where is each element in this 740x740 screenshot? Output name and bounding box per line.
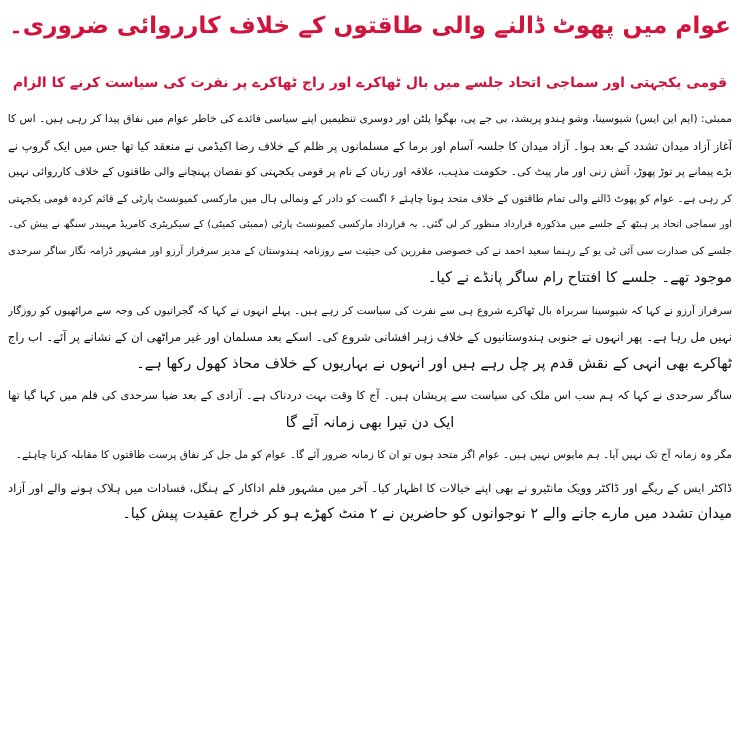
- film-quote-line: ایک دن تیرا بھی زمانہ آئے گا: [285, 414, 455, 431]
- paragraph-unity-appeal: [8, 442, 732, 469]
- text-line: آغاز آزاد میدان تشدد کے بعد ہوا۔ آزاد میدان کا جلسہ آسام اور برما کے مسلمانوں پر ظلم کے خلاف رضا اکیڈمی نے منعقد کیا تھا جس میں ایک گروپ نے: [8, 138, 732, 153]
- text-line: مگر وہ زمانہ آج تک نہیں آیا۔ ہم مایوس نہیں ہیں۔ عوام اگر متحد ہوں تو ان کا زمانہ ضرور آئے گا۔ عوام کو مل جل کر نفاق پرست طاقتوں کا مقابلہ کرنا چاہئے۔: [15, 449, 732, 461]
- text-line: ٹھاکرے بھی انہی کے نقش قدم پر چل رہے ہیں اور انہوں نے بہاریوں کے خلاف محاذ کھول رکھا ہے۔: [136, 355, 732, 372]
- text-line: موجود تھے۔ جلسے کا افتتاح رام ساگر پانڈے نے کیا۔: [427, 270, 732, 286]
- paragraph-closing: [8, 475, 732, 528]
- text-line: ممبئی: (ایم این ایس) شیوسینا، وشو ہندو پریشد، بی جے پی، بھگوا پلٹن اور دوسری تنظیمیں اپنے سیاسی فائدے کی خاطر عوام میں نفاق پیدا کر رہی ہیں۔ اس کا: [8, 112, 732, 125]
- sub-headline: قومی یکجہتی اور سماجی اتحاد جلسے میں بال ٹھاکرے اور راج ٹھاکرے پر نفرت کی سیاست کرنے کا الزام: [12, 75, 728, 91]
- text-line: جلسے کی صدارت سی آئی ٹی یو کے رہنما سعید احمد نے کی خصوصی مقررین کی حیثیت سے روزنامہ ہندوستان کے مدیر سرفراز آرزو اور مشہور ڈرامہ نگار ساگر سرحدی: [8, 245, 732, 257]
- main-headline: عوام میں پھوٹ ڈالنے والی طاقتوں کے خلاف کارروائی ضروری۔: [9, 12, 731, 39]
- text-line: نہیں مل رہا ہے۔ پھر انہوں نے جنوبی ہندوستانیوں کے خلاف زہر افشانی شروع کی۔ اسکے بعد مسلمان اور غیر مراٹھی ان کے نشانے پر آئے۔ اب راج: [8, 330, 732, 344]
- text-line: میدان تشدد میں مارے جانے والے ۲ نوجوانوں کو حاضرین نے ۲ منٹ کھڑے ہو کر خراج عقیدت پیش کیا۔: [122, 506, 732, 522]
- text-line: ساگر سرحدی نے کہا کہ ہم سب اس ملک کی سیاست سے پریشان ہیں۔ آج کا وقت بہت دردناک ہے۔ آزادی کے بعد ضیا سرحدی کی فلم میں کہا گیا تھا: [8, 389, 732, 402]
- text-line: کر رہی ہے۔ عوام کو پھوٹ ڈالنے والی تمام طاقتوں کے خلاف متحد ہونا چاہئے ۶ اگست کو دادر کے ونمالی ہال میں مارکسی کمیونسٹ پارٹی کے قائم کردہ قومی یکجہتی: [8, 192, 732, 205]
- text-line: سرفراز آرزو نے کہا کہ شیوسینا سربراہ بال ٹھاکرے شروع ہی سے نفرت کی سیاست کر رہے ہیں۔ پہلے انہوں نے کہا کہ گجراتیوں کی وجہ سے مراٹھیوں کو روزگار: [8, 304, 732, 317]
- text-line: ڈاکٹر ایس کے ریگے اور ڈاکٹر وویک مانٹیرو نے بھی اپنے خیالات کا اظہار کیا۔ آخر میں مشہور فلم اداکار کے ہنگل، فسادات میں ہلاک ہونے والے اور آزاد: [8, 480, 732, 495]
- article-body: [8, 106, 732, 528]
- paragraph-sarfaraz-arzoo: [8, 298, 732, 378]
- text-line: اور سماجی اتحاد پر ہیٹھ کے جلسے میں مذکورہ قرارداد منظور کر لی گئی۔ یہ قرارداد مارکسی کمیونسٹ پارٹی (ممبئی کمیٹی) کے سیکریٹری کامریڈ مہیندر سنگھ نے پیش کی۔: [8, 219, 732, 230]
- paragraph-intro: [8, 106, 732, 292]
- text-line: بڑے پیمانے پر توڑ پھوڑ، آتش زنی اور مار پیٹ کی۔ حکومت مذہب، علاقہ اور زبان کے نام پر قومی یکجہتی کو نقصان پہنچانے والی طاقتوں کے خلاف کارروائی نہیں: [8, 165, 732, 178]
- paragraph-sagar-sarhadi: [8, 383, 732, 436]
